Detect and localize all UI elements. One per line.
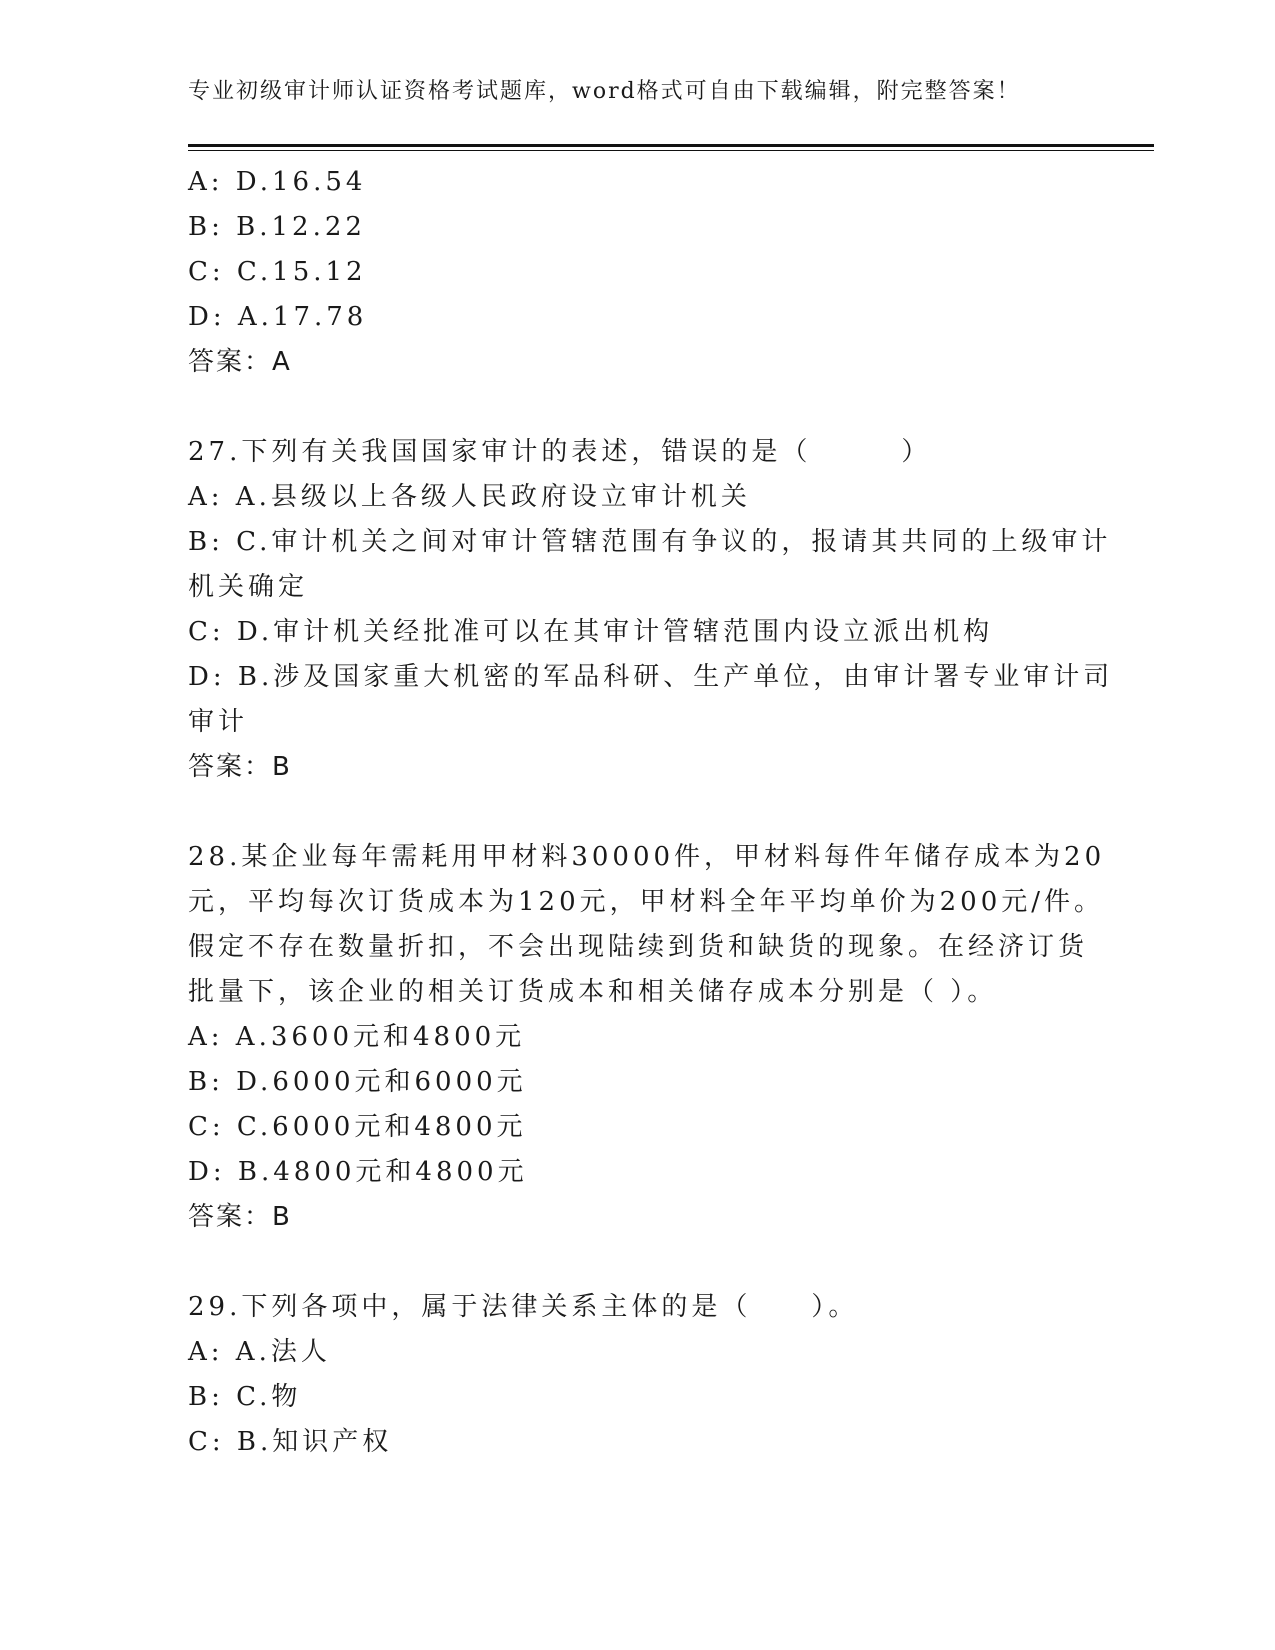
answer-line: 答案：B bbox=[188, 1202, 292, 1232]
question-27-block bbox=[188, 430, 1114, 790]
spacer bbox=[188, 790, 1088, 835]
option-a: A: A.法人 bbox=[188, 1337, 331, 1367]
question-list bbox=[188, 160, 1114, 1465]
option-c: C: C.6000元和4800元 bbox=[188, 1112, 527, 1142]
spacer bbox=[188, 1240, 1088, 1285]
header-rule-thin bbox=[188, 150, 1154, 151]
answer-line: 答案：A bbox=[188, 347, 292, 377]
question-stem-line-4: 批量下，该企业的相关订货成本和相关储存成本分别是（ ）。 bbox=[188, 977, 998, 1007]
option-d: D: A.17.78 bbox=[188, 302, 368, 332]
option-c: C: D.审计机关经批准可以在其审计管辖范围内设立派出机构 bbox=[188, 617, 994, 647]
option-b: B: B.12.22 bbox=[188, 212, 366, 242]
option-d-continued: 审计 bbox=[188, 707, 249, 737]
question-stem-line-2: 元，平均每次订货成本为120元，甲材料全年平均单价为200元/件。 bbox=[188, 887, 1105, 917]
question-29-block bbox=[188, 1285, 1088, 1465]
question-stem-line-1: 28.某企业每年需耗用甲材料30000件，甲材料每件年储存成本为20 bbox=[188, 842, 1106, 872]
option-d: D: B.涉及国家重大机密的军品科研、生产单位，由审计署专业审计司 bbox=[188, 662, 1114, 692]
question-stem-line-3: 假定不存在数量折扣，不会出现陆续到货和缺货的现象。在经济订货 bbox=[188, 932, 1089, 962]
option-b: B: C.物 bbox=[188, 1382, 302, 1412]
option-b: B: C.审计机关之间对审计管辖范围有争议的，报请其共同的上级审计 bbox=[188, 527, 1112, 557]
question-28-block bbox=[188, 835, 1106, 1240]
option-a: A: A.3600元和4800元 bbox=[188, 1022, 526, 1052]
question-stem: 27.下列有关我国国家审计的表述，错误的是（ ） bbox=[188, 437, 932, 467]
option-a: A: A.县级以上各级人民政府设立审计机关 bbox=[188, 482, 751, 512]
option-b: B: D.6000元和6000元 bbox=[188, 1067, 527, 1097]
option-d: D: B.4800元和4800元 bbox=[188, 1157, 528, 1187]
header-rule-thick bbox=[188, 144, 1154, 147]
answer-line: 答案：B bbox=[188, 752, 292, 782]
question-26-block bbox=[188, 160, 1088, 385]
option-c: C: B.知识产权 bbox=[188, 1427, 393, 1457]
option-c: C: C.15.12 bbox=[188, 257, 367, 287]
question-stem: 29.下列各项中，属于法律关系主体的是（ ）。 bbox=[188, 1292, 859, 1322]
option-a: A: D.16.54 bbox=[188, 167, 367, 197]
page-header: 专业初级审计师认证资格考试题库，word格式可自由下载编辑，附完整答案！ bbox=[188, 79, 1021, 104]
spacer bbox=[188, 385, 1088, 430]
option-b-continued: 机关确定 bbox=[188, 572, 309, 602]
